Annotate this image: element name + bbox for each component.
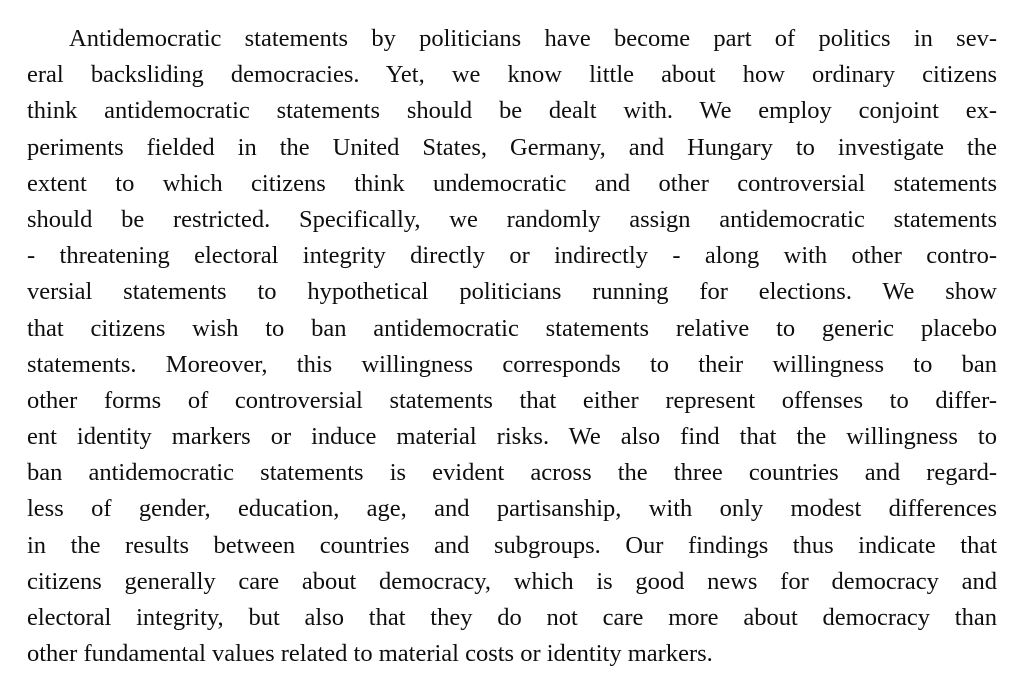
abstract-line: other forms of controversial statements that either represent offenses to differ- <box>27 386 997 414</box>
abstract-line: statements. Moreover, this willingness corresponds to their willingness to ban <box>27 350 997 378</box>
abstract-line: that citizens wish to ban antidemocratic statements relative to generic placebo <box>27 314 997 342</box>
abstract-line: extent to which citizens think undemocratic and other controversial statements <box>27 169 997 197</box>
abstract-line: citizens generally care about democracy, which is good news for democracy and <box>27 567 997 595</box>
abstract-line: ban antidemocratic statements is evident across the three countries and regard- <box>27 459 997 487</box>
abstract-paragraph <box>27 21 997 672</box>
abstract-line: periments fielded in the United States, Germany, and Hungary to investigate the <box>27 133 997 161</box>
abstract-line: think antidemocratic statements should be dealt with. We employ conjoint ex- <box>27 97 997 125</box>
abstract-line: other fundamental values related to material costs or identity markers. <box>27 640 713 668</box>
abstract-line: in the results between countries and subgroups. Our findings thus indicate that <box>27 531 997 559</box>
abstract-line: should be restricted. Specifically, we randomly assign antidemocratic statements <box>27 205 997 233</box>
abstract-line: electoral integrity, but also that they do not care more about democracy than <box>27 604 997 631</box>
abstract-line: eral backsliding democracies. Yet, we know little about how ordinary citizens <box>27 61 997 89</box>
abstract-line: - threatening electoral integrity directly or indirectly - along with other contro- <box>27 242 997 270</box>
abstract-line: ent identity markers or induce material risks. We also find that the willingness to <box>27 423 997 451</box>
abstract-line: less of gender, education, age, and partisanship, with only modest differences <box>27 495 997 523</box>
abstract-line: versial statements to hypothetical politicians running for elections. We show <box>27 278 997 306</box>
abstract-line: Antidemocratic statements by politicians have become part of politics in sev- <box>69 25 997 52</box>
